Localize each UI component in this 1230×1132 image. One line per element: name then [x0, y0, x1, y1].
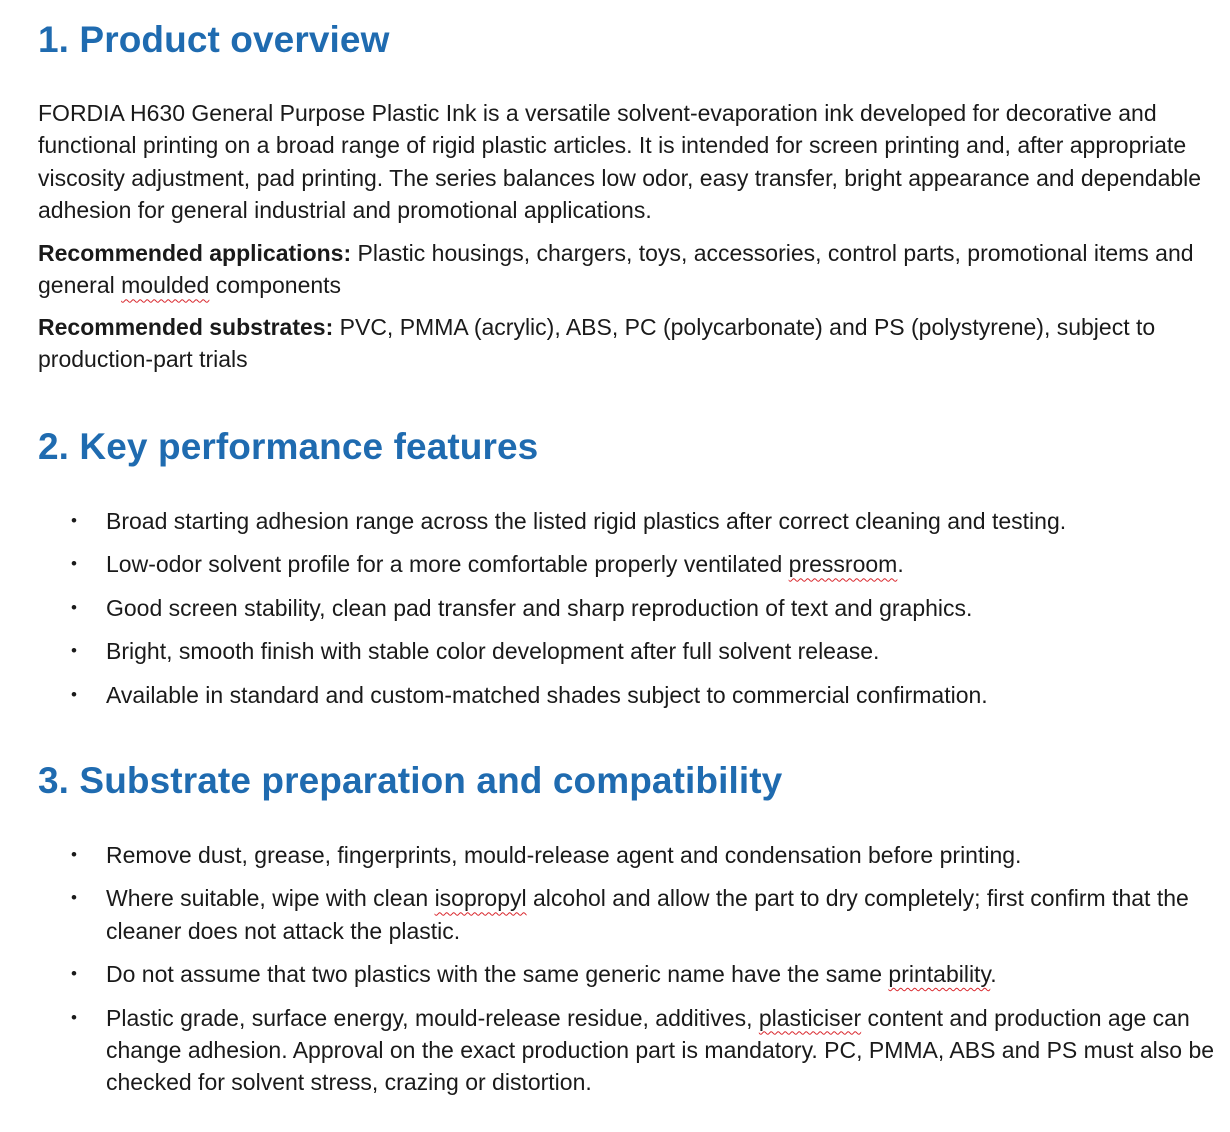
section-heading-product-overview: 1. Product overview	[38, 19, 390, 60]
bullet-icon: •	[71, 554, 77, 574]
list-item-text-end: .	[897, 551, 904, 578]
spellcheck-flagged-word[interactable]: printability	[888, 961, 991, 988]
list-item	[38, 548, 1223, 580]
substrates-text: PVC, PMMA (acrylic), ABS, PC (polycarbonate) and PS (polystyrene), subject to production-part trials	[38, 314, 1156, 373]
list-item-text-end: .	[990, 961, 997, 988]
list-item-text-end: alcohol and allow the part to dry completely; first confirm that the cleaner does not attack the plastic.	[106, 885, 1189, 944]
list-item	[38, 592, 1223, 624]
bullet-icon: •	[71, 1007, 77, 1027]
bullet-icon: •	[71, 641, 77, 661]
preparation-list	[38, 839, 1223, 1110]
spellcheck-flagged-word[interactable]: pressroom	[788, 551, 898, 578]
list-item-text: Broad starting adhesion range across the listed rigid plastics after correct cleaning and testing.	[106, 508, 1067, 534]
bullet-icon: •	[71, 964, 77, 984]
section-heading-substrate-preparation: 3. Substrate preparation and compatibility	[38, 760, 783, 801]
applications-text-end: components	[209, 272, 342, 299]
spellcheck-flagged-word[interactable]: isopropyl	[434, 885, 527, 912]
applications-label: Recommended applications:	[38, 240, 352, 266]
recommended-applications	[38, 237, 1223, 302]
list-item-text: Remove dust, grease, fingerprints, mould-release agent and condensation before printing.	[106, 842, 1022, 868]
list-item	[38, 839, 1223, 871]
list-item	[38, 679, 1223, 711]
bullet-icon: •	[71, 888, 77, 908]
list-item-text: Low-odor solvent profile for a more comfortable properly ventilated	[106, 551, 789, 578]
list-item-text: Good screen stability, clean pad transfer and sharp reproduction of text and graphics.	[106, 594, 973, 621]
bullet-icon: •	[71, 511, 77, 530]
bullet-icon: •	[71, 845, 77, 864]
list-item	[38, 635, 1223, 667]
spellcheck-flagged-word[interactable]: plasticiser	[758, 1004, 862, 1031]
list-item-text: Bright, smooth finish with stable color development after full solvent release.	[106, 638, 880, 665]
bullet-icon: •	[71, 597, 77, 617]
list-item-text: Plastic grade, surface energy, mould-release residue, additives,	[106, 1004, 759, 1031]
list-item	[38, 958, 1223, 990]
list-item	[38, 505, 1223, 537]
substrates-label: Recommended substrates:	[38, 314, 334, 340]
list-item-text-end: content and production age can change adhesion. Approval on the exact production part is mandatory. PC, PMMA, ABS and PS must also be checked for solvent stress, crazing or distortion.	[106, 1004, 1215, 1096]
list-item-text: Where suitable, wipe with clean	[106, 885, 435, 912]
features-list	[38, 505, 1223, 722]
list-item-text: Available in standard and custom-matched shades subject to commercial confirmation.	[106, 681, 988, 708]
overview-paragraph: FORDIA H630 General Purpose Plastic Ink is a versatile solvent-evaporation ink developed for decorative and functional printing on a broad range of rigid plastic articles. It is intended for screen printing and, after appropriate viscosity adjustment, pad printing. The series balances low odor, easy transfer, bright appearance and dependable adhesion for general industrial and promotional applications.	[38, 100, 1202, 224]
list-item	[38, 1002, 1223, 1099]
spellcheck-flagged-word[interactable]: moulded	[121, 272, 210, 299]
list-item	[38, 882, 1223, 947]
list-item-text: Do not assume that two plastics with the same generic name have the same	[106, 961, 889, 988]
recommended-substrates	[38, 311, 1223, 376]
applications-text: Plastic housings, chargers, toys, accessories, control parts, promotional items and general	[38, 240, 1194, 299]
section-heading-key-features: 2. Key performance features	[38, 426, 539, 467]
bullet-icon: •	[71, 684, 77, 704]
